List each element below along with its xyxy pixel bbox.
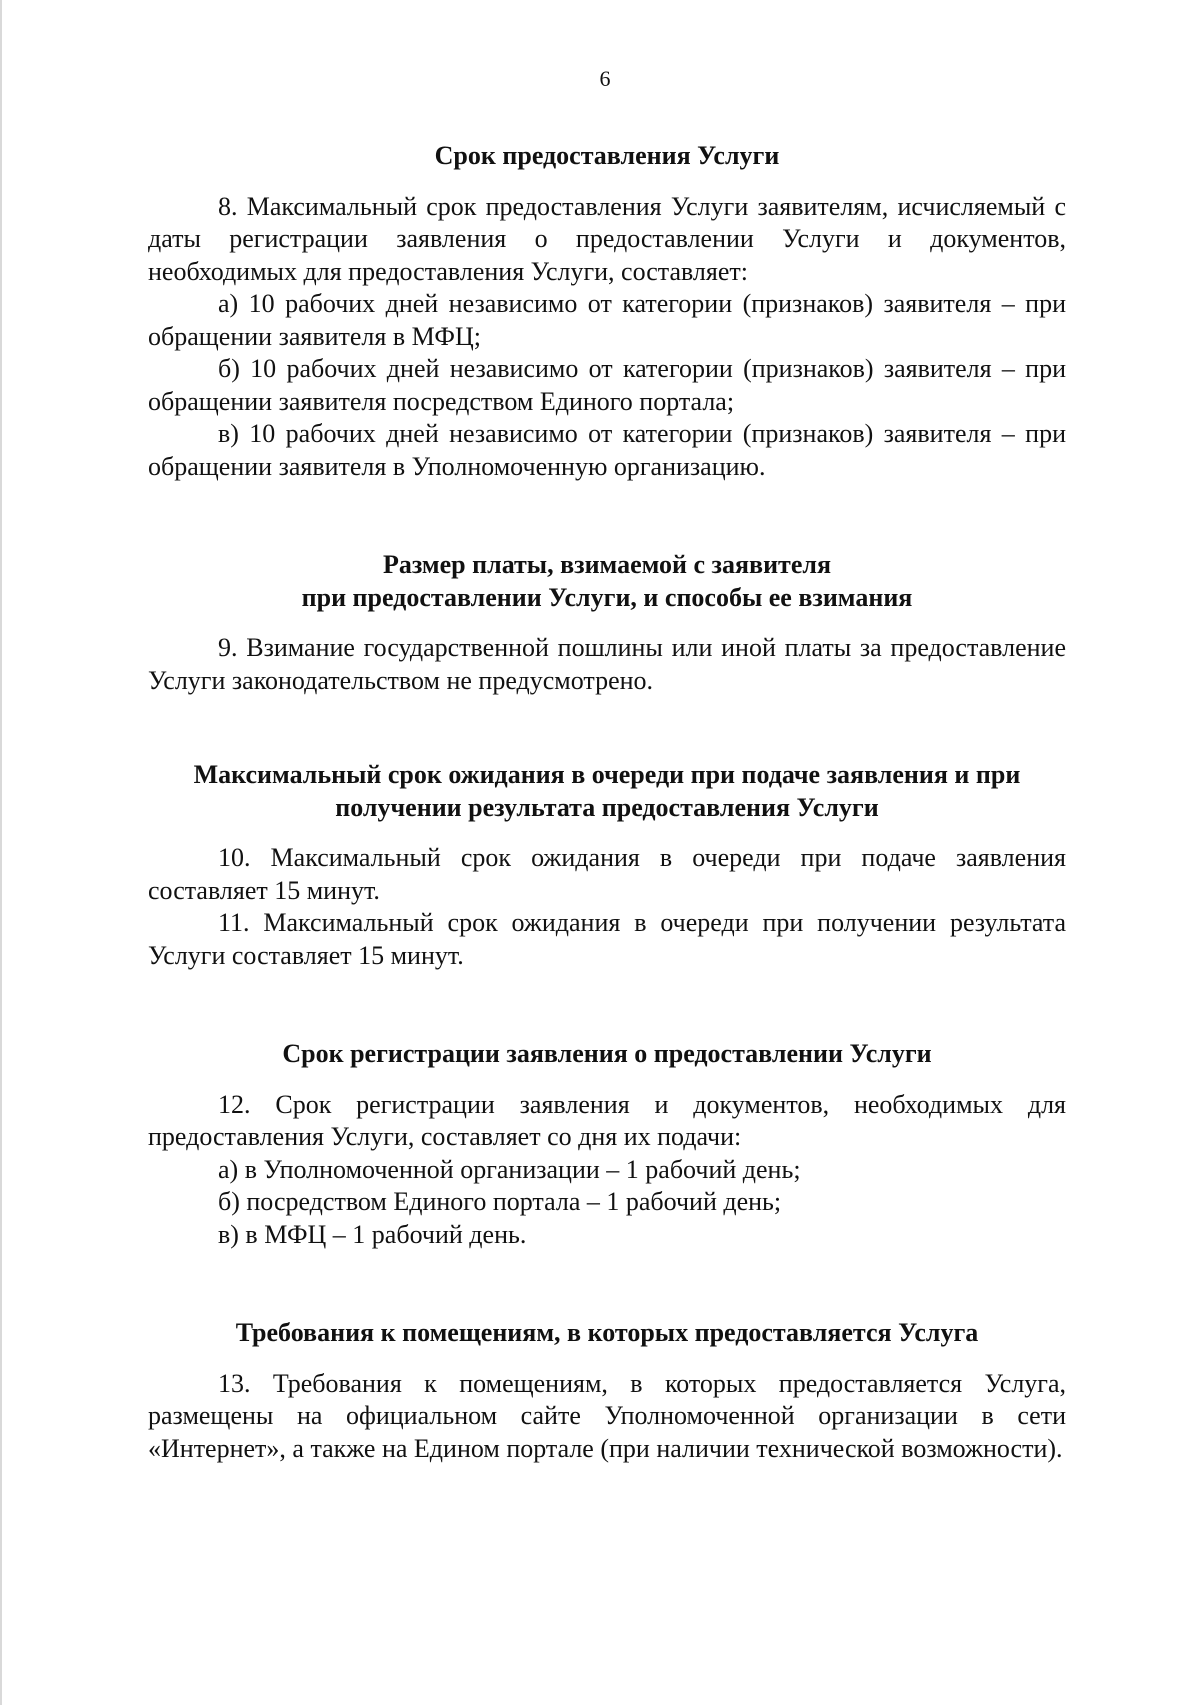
section-title-queue: Максимальный срок ожидания в очереди при подаче заявления и при получении результата предоставления Услуги [193,760,1021,822]
page-edge-shadow [0,0,2,1705]
document-body [148,140,1066,1465]
section-fee [148,549,1066,697]
section-title-fee: Размер платы, взимаемой с заявителя при предоставлении Услуги, и способы ее взимания [301,550,913,612]
section-premises [148,1317,1066,1465]
section-service-term [148,140,1066,483]
paragraph-13: 13. Требования к помещениям, в которых предоставляется Услуга, размещены на официальном сайте Уполномоченной организации в сети «Интернет», а также на Едином портале (при наличии технической возможности). [148,1368,1066,1463]
paragraph-11: 11. Максимальный срок ожидания в очереди при получении результата Услуги составляет 15 минут. [148,908,1066,970]
section-title-premises: Требования к помещениям, в которых предоставляется Услуга [235,1318,979,1347]
subitem-12a: а) в Уполномоченной организации – 1 рабочий день; [218,1154,801,1184]
subitem-8b: б) 10 рабочих дней независимо от категории (признаков) заявителя – при обращении заявителя посредством Единого портала; [148,354,1066,416]
subitem-12b: б) посредством Единого портала – 1 рабочий день; [218,1187,782,1216]
subitem-12v: в) в МФЦ – 1 рабочий день. [218,1219,527,1249]
paragraph-8: 8. Максимальный срок предоставления Услуги заявителям, исчисляемый с даты регистрации заявления о предоставлении Услуги и документов, необходимых для предоставления Услуги, составляет: [148,191,1066,286]
section-registration [148,1038,1066,1251]
paragraph-10: 10. Максимальный срок ожидания в очереди при подаче заявления составляет 15 минут. [148,843,1066,905]
section-queue [148,759,1066,972]
subitem-8v: в) 10 рабочих дней независимо от категории (признаков) заявителя – при обращении заявителя в Уполномоченную организацию. [148,419,1066,481]
paragraph-9: 9. Взимание государственной пошлины или иной платы за предоставление Услуги законодательством не предусмотрено. [148,633,1066,695]
page-number: 6 [599,66,611,91]
section-title-registration: Срок регистрации заявления о предоставлении Услуги [282,1039,932,1068]
section-title-service-term: Срок предоставления Услуги [434,141,780,170]
subitem-8a: а) 10 рабочих дней независимо от категории (признаков) заявителя – при обращении заявителя в МФЦ; [148,289,1066,351]
paragraph-12: 12. Срок регистрации заявления и документов, необходимых для предоставления Услуги, составляет со дня их подачи: [148,1089,1066,1151]
